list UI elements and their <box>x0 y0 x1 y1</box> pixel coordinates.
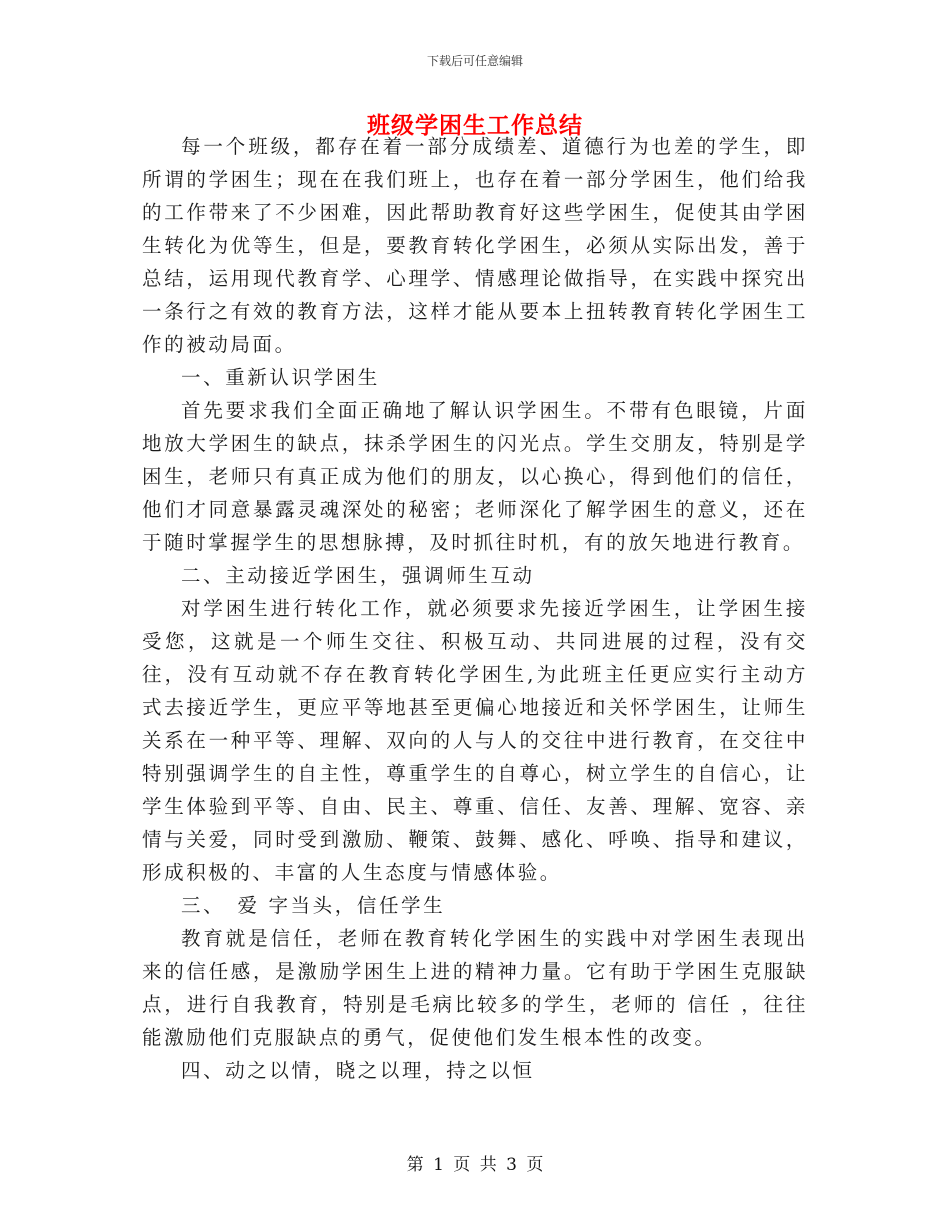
page-number: 第 1 页 共 3 页 <box>406 1155 544 1175</box>
page-header-note: 下载后可任意编辑 <box>426 54 523 68</box>
section-heading-2: 二、主动接近学困生，强调师生互动 <box>181 564 535 587</box>
section-heading-1: 一、重新认识学困生 <box>181 366 380 389</box>
section-1-paragraph: 首先要求我们全面正确地了解认识学困生。不带有色眼镜，片面地放大学困生的缺点，抹杀学困生的闪光点。学生交朋友，特别是学困生，老师只有真正成为他们的朋友，以心换心，得到他们的信任，他们才同意暴露灵魂深处的秘密；老师深化了解学困生的意义，还在于随时掌握学生的思想脉搏，及时抓往时机，有的放矢地进行教育。 <box>142 399 808 554</box>
document-body <box>142 130 808 1087</box>
section-3-paragraph: 教育就是信任，老师在教育转化学困生的实践中对学困生表现出来的信任感，是激励学困生上进的精神力量。它有助于学困生克服缺点，进行自我教育，特别是毛病比较多的学生，老师的 信任 ，往往能激励他们克服缺点的勇气，促使他们发生根本性的改变。 <box>142 927 808 1049</box>
intro-paragraph: 每一个班级，都存在着一部分成绩差、道德行为也差的学生，即所谓的学困生；现在在我们班上，也存在着一部分学困生，他们给我的工作带来了不少困难，因此帮助教育好这些学困生，促使其由学困生转化为优等生，但是，要教育转化学困生，必须从实际出发，善于总结，运用现代教育学、心理学、情感理论做指导，在实践中探究出一条行之有效的教育方法，这样才能从要本上扭转教育转化学困生工作的被动局面。 <box>142 135 808 356</box>
section-heading-3: 三、 爱 字当头，信任学生 <box>181 894 446 917</box>
document-title: 班级学困生工作总结 <box>367 112 583 139</box>
section-2-paragraph: 对学困生进行转化工作，就必须要求先接近学困生，让学困生接受您，这就是一个师生交往、积极互动、共同进展的过程，没有交往，没有互动就不存在教育转化学困生,为此班主任更应实行主动方式去接近学生，更应平等地甚至更偏心地接近和关怀学困生，让师生关系在一种平等、理解、双向的人与人的交往中进行教育，在交往中特别强调学生的自主性，尊重学生的自尊心，树立学生的自信心，让学生体验到平等、自由、民主、尊重、信任、友善、理解、宽容、亲情与关爱，同时受到激励、鞭策、鼓舞、感化、呼唤、指导和建议，形成积极的、丰富的人生态度与情感体验。 <box>142 597 808 884</box>
section-heading-4: 四、动之以情，晓之以理，持之以恒 <box>181 1059 535 1082</box>
